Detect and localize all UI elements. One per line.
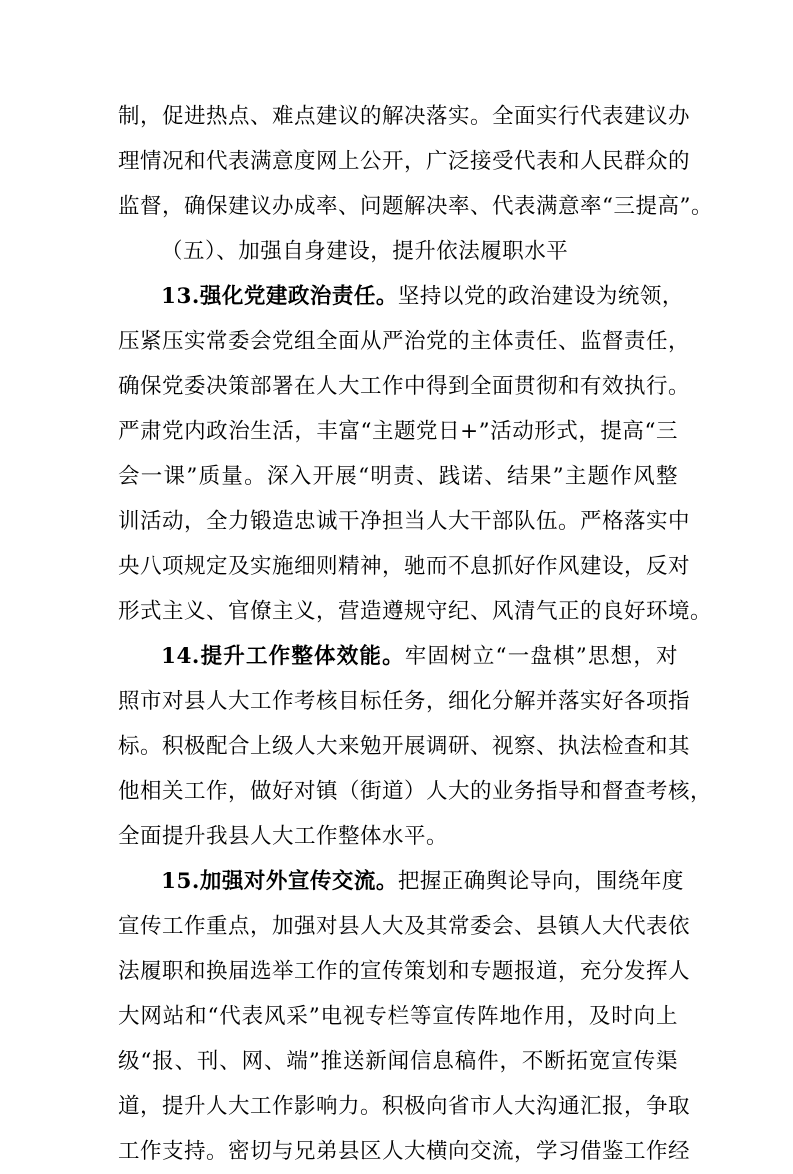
text-line: 工作支持。密切与兄弟县区人大横向交流，学习借鉴工作经 [118, 1139, 691, 1164]
section-heading: （五）、加强自身建设，提升依法履职水平 [161, 239, 569, 264]
text-line: 央八项规定及实施细则精神，驰而不息抓好作风建设，反对 [118, 554, 691, 579]
text-line: 制，促进热点、难点建议的解决落实。全面实行代表建议办 [118, 104, 691, 129]
item-13-title: 13.强化党建政治责任。 [161, 284, 398, 309]
text-line: 理情况和代表满意度网上公开，广泛接受代表和人民群众的 [118, 149, 691, 174]
item-13-first-text: 坚持以党的政治建设为统领， [397, 284, 684, 309]
text-line: 标。积极配合上级人大来勉开展调研、视察、执法检查和其 [118, 734, 691, 759]
text-line: 会一课”质量。深入开展“明责、践诺、结果”主题作风整 [118, 464, 678, 489]
text-line: 严肃党内政治生活，丰富“主题党日+”活动形式，提高“三 [118, 419, 678, 444]
item-14-first-line [118, 634, 678, 679]
text-line: 级“报、刊、网、端”推送新闻信息稿件，不断拓宽宣传渠 [118, 1049, 678, 1074]
text-line: 形式主义、官僚主义，营造遵规守纪、风清气正的良好环境。 [118, 599, 713, 624]
text-line: 压紧压实常委会党组全面从严治党的主体责任、监督责任， [118, 329, 691, 354]
item-13-first-line [118, 274, 684, 319]
text-line: 法履职和换届选举工作的宣传策划和专题报道，充分发挥人 [118, 959, 691, 984]
text-line: 监督，确保建议办成率、问题解决率、代表满意率“三提高”。 [118, 194, 713, 219]
text-line: 确保党委决策部署在人大工作中得到全面贯彻和有效执行。 [118, 374, 691, 399]
text-line: 全面提升我县人大工作整体水平。 [118, 824, 449, 849]
text-line: 他相关工作，做好对镇（街道）人大的业务指导和督查考核， [118, 779, 713, 804]
item-15-first-line [118, 859, 684, 904]
text-line: 道，提升人大工作影响力。积极向省市人大沟通汇报，争取 [118, 1094, 691, 1119]
document-page [118, 94, 713, 1174]
text-line: 训活动，全力锻造忠诚干净担当人大干部队伍。严格落实中 [118, 509, 691, 534]
item-15-title: 15.加强对外宣传交流。 [161, 869, 398, 894]
text-line: 大网站和“代表风采”电视专栏等宣传阵地作用，及时向上 [118, 1004, 678, 1029]
item-15-first-text: 把握正确舆论导向，围绕年度 [397, 869, 684, 894]
text-line: 照市对县人大工作考核目标任务，细化分解并落实好各项指 [118, 689, 691, 714]
text-line: 宣传工作重点，加强对县人大及其常委会、县镇人大代表依 [118, 914, 691, 939]
item-14-first-text: 牢固树立“一盘棋”思想，对 [404, 644, 679, 669]
item-14-title: 14.提升工作整体效能。 [161, 644, 405, 669]
